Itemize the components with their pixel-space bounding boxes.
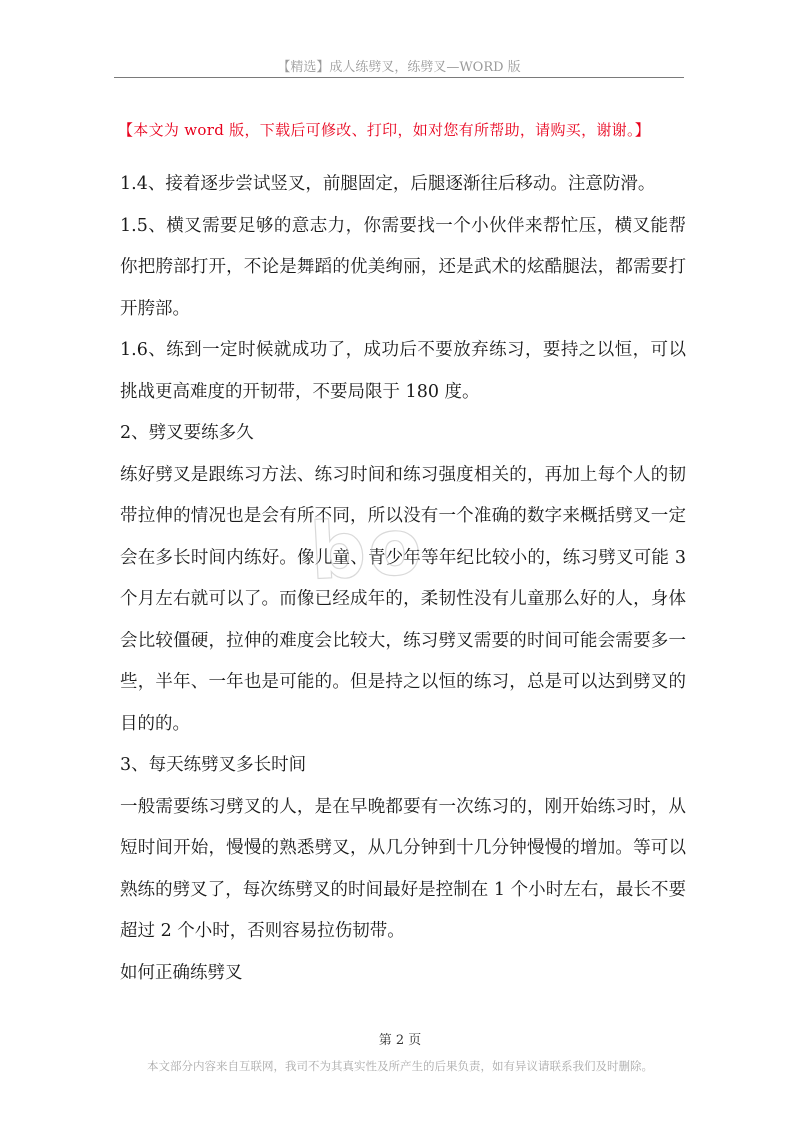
- paragraph-1-4: 1.4、接着逐步尝试竖叉，前腿固定，后腿逐渐往后移动。注意防滑。: [120, 174, 656, 194]
- section-heading-3: 3、每天练劈叉多长时间: [120, 755, 307, 775]
- page-header-title: 【精选】成人练劈叉，练劈叉—WORD 版: [277, 60, 521, 75]
- section-heading-how-to: 如何正确练劈叉: [120, 962, 243, 983]
- paragraph-duration: 练好劈叉是跟练习方法、练习时间和练习强度相关的，再加上每个人的韧带拉伸的情况也是会有所不同，所以没有一个准确的数字来概括劈叉一定会在多长时间内练好。像儿童、青少年等年纪比较小的，练习劈叉可能 3 个月左右就可以了。而像已经成年的，柔韧性没有儿童那么好的人，身体会比较僵硬，拉伸的难度会比较大，练习劈叉需要的时间可能会需要多一些，半年、一年也是可能的。但是持之以恒的练习，总是可以达到劈叉的目的的。: [120, 464, 686, 734]
- watermark: bo: [307, 502, 426, 598]
- header-divider: [114, 77, 684, 78]
- download-notice: 【本文为 word 版，下载后可修改、打印，如对您有所帮助，请购买，谢谢。】: [118, 121, 651, 139]
- paragraph-1-5: 1.5、横叉需要足够的意志力，你需要找一个小伙伴来帮忙压，横叉能帮你把胯部打开，不论是舞蹈的优美绚丽，还是武术的炫酷腿法，都需要打开胯部。: [120, 215, 686, 319]
- footer-disclaimer: 本文部分内容来自互联网，我司不为其真实性及所产生的后果负责，如有异议请联系我们及时删除。: [147, 1059, 653, 1073]
- section-heading-2: 2、劈叉要练多久: [120, 423, 254, 443]
- paragraph-daily-time: 一般需要练习劈叉的人，是在早晚都要有一次练习的，刚开始练习时，从短时间开始，慢慢的熟悉劈叉，从几分钟到十几分钟慢慢的增加。等可以熟练的劈叉了，每次练劈叉的时间最好是控制在 1 个小时左右，最长不要超过 2 个小时，否则容易拉伤韧带。: [120, 796, 686, 941]
- document-body: [120, 164, 686, 994]
- page-number: 第 2 页: [378, 1033, 422, 1048]
- paragraph-1-6: 1.6、练到一定时候就成功了，成功后不要放弃练习，要持之以恒，可以挑战更高难度的开韧带，不要局限于 180 度。: [120, 340, 686, 402]
